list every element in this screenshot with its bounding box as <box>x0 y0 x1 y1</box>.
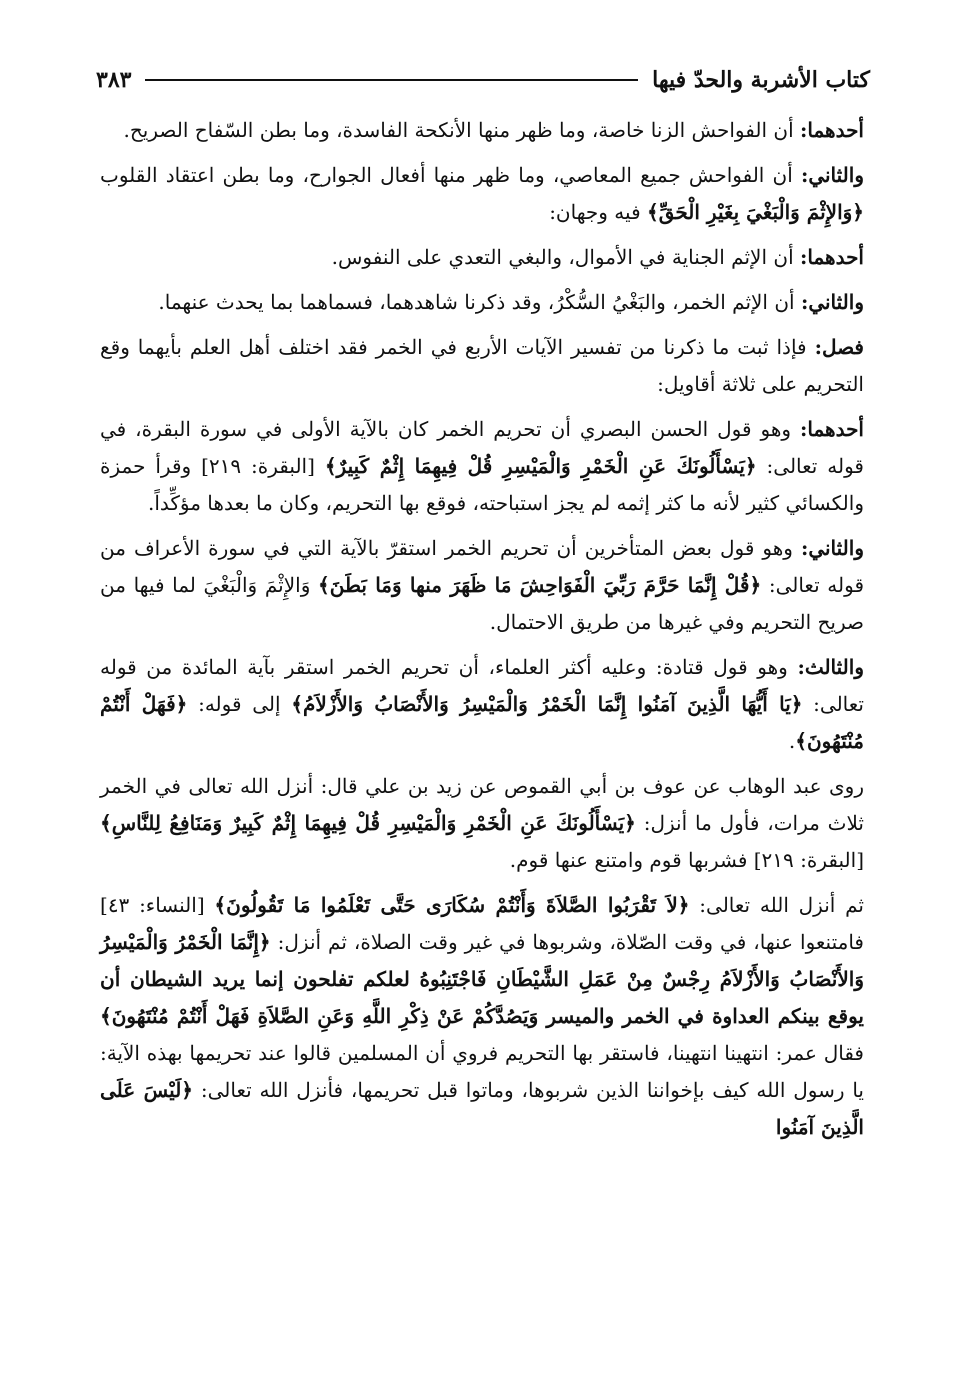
page-body <box>100 112 864 1154</box>
paragraph <box>100 157 864 231</box>
paragraph-lead: فصل: <box>814 335 864 359</box>
paragraph-text: ثم أنزل الله تعالى: <box>689 893 864 917</box>
paragraph-text: أن الفواحش جميع المعاصي، وما ظهر منها أفعال الجوارح، وما بطن اعتقاد القلوب <box>100 163 801 187</box>
quran-verse: ﴿لَيْسَ عَلَى الَّذِينَ آمَنُوا <box>100 1078 864 1139</box>
paragraph-text: أن الفواحش الزنا خاصة، وما ظهر منها الأنكحة الفاسدة، وما بطن السّفاح الصريح. <box>123 118 800 142</box>
paragraph-text: وهو قول الحسن البصري أن تحريم الخمر كان بالآية الأولى في سورة البقرة، في قوله تعالى: <box>100 417 864 478</box>
paragraph-lead: والثالث: <box>797 655 864 679</box>
quran-verse: ﴿قُلْ إِنَّمَا حَرَّمَ رَبِّيَ الْفَوَاحِشَ مَا ظَهَرَ منها وَمَا بَطَنَ﴾ <box>318 573 762 597</box>
paragraph <box>100 411 864 522</box>
paragraph-text: فقال عمر: انتهينا انتهينا، فاستقر بها التحريم فروي أن المسلمين قالوا عند تحريمها بهذه الآية: يا رسول الله كيف بإخواننا الذين شربوها، وماتوا قبل تحريمها، فأنزل الله تعالى: <box>100 1041 864 1102</box>
quran-verse: ﴿يَا أَيُّهَا الَّذِينَ آمَنُوا إِنَّمَا الْخَمْرُ وَالْمَيْسِرُ وَالأَنْصَابُ وَالأَزْلاَمُ﴾ <box>291 692 803 716</box>
paragraph <box>100 284 864 321</box>
paragraph <box>100 649 864 760</box>
paragraph-text: [البقرة: ٢١٩] وقرأ حمزة والكسائي كثير لأنه ما كثر إثمه لم يجز استباحته، فوقع بها التحريم، وكان ما بعدها مؤكِّداً. <box>100 454 864 515</box>
paragraph <box>100 239 864 276</box>
paragraph <box>100 112 864 149</box>
paragraph-text: أن الإثم الخمر، والبَغْيُ السُّكْرُ، وقد ذكرنا شاهدهما، فسماهما بما يحدث عنهما. <box>158 290 801 314</box>
quran-verse: ﴿فَهَلْ أَنْتُمْ مُنْتَهُونَ﴾ <box>100 692 864 753</box>
paragraph-text: وهو قول قتادة: وعليه أكثر العلماء، أن تحريم الخمر استقر بآية المائدة من قوله تعالى: <box>100 655 864 716</box>
quran-verse: ﴿لاَ تَقْرَبُوا الصَّلاَةَ وَأَنْتُمْ سُكَارَى حَتَّى تَعْلَمُوا مَا تَقُولُونَ﴾ <box>214 893 690 917</box>
paragraph-text: روى عبد الوهاب عن عوف بن أبي القموص عن زيد بن علي قال: أنزل الله تعالى في الخمر ثلاث مرات، فأول ما أنزل: <box>100 774 864 835</box>
quran-verse: ﴿يَسْأَلُونَكَ عَنِ الْخَمْرِ وَالْمَيْسِرِ قُلْ فِيهِمَا إِثْمٌ كَبِيرٌ﴾ <box>324 454 757 478</box>
paragraph-lead: والثاني: <box>800 536 864 560</box>
paragraph-text: أن الإثم الجناية في الأموال، والبغي التعدي على النفوس. <box>331 245 800 269</box>
paragraph-lead: أحدهما: <box>799 417 864 441</box>
quran-verse: ﴿يَسْأَلُونَكَ عَنِ الْخَمْرِ وَالْمَيْسِرِ قُلْ فِيهِمَا إِثْمٌ كَبِيرٌ وَمَنَافِعُ لِلنَّاسِ﴾ <box>100 811 636 835</box>
page-header <box>96 62 870 98</box>
paragraph <box>100 329 864 403</box>
paragraph-lead: أحدهما: <box>799 245 864 269</box>
paragraph-text: وَالإِثْمَ وَالْبَغْيَ لما فيها من صريح التحريم وفي غيرها من طريق الاحتمال. <box>100 573 864 634</box>
running-title: كتاب الأشربة والحدّ فيها <box>652 67 870 93</box>
paragraph-text: وهو قول بعض المتأخرين أن تحريم الخمر استقرّ بالآية التي في سورة الأعراف من قوله تعالى: <box>100 536 865 597</box>
paragraph-text: فيه وجهان: <box>549 200 647 224</box>
page-number: ٣٨٣ <box>96 67 132 93</box>
quran-verse: ﴿وَالإِثْمَ وَالْبَغْيَ بِغَيْرِ الْحَقِّ﴾ <box>646 200 864 224</box>
header-rule <box>145 79 638 81</box>
paragraph-text: [البقرة: ٢١٩] فشربها قوم وامتنع عنها قوم. <box>509 848 864 872</box>
paragraph-text: فإذا ثبت ما ذكرنا من تفسير الآيات الأربع في الخمر فقد اختلف أهل العلم بأيهما وقع التحريم على ثلاثة أقاويل: <box>100 335 864 396</box>
paragraph-lead: أحدهما: <box>799 118 864 142</box>
paragraph <box>100 530 864 641</box>
paragraph-text: إلى قوله: <box>187 692 292 716</box>
paragraph-text: . <box>788 729 796 753</box>
paragraph-lead: والثاني: <box>800 163 864 187</box>
paragraph <box>100 887 864 1146</box>
quran-verse: ﴿إِنَّمَا الْخَمْرُ وَالْمَيْسِرُ وَالأَنْصَابُ وَالأَزْلاَمُ رِجْسٌ مِنْ عَمَلِ الشَّيْطَانِ فَاجْتَنِبُوهُ لعلكم تفلحون إنما يريد الشيطان أن يوقع بينكم العداوة في الخمر والميسر وَيَصُدَّكُمْ عَنْ ذِكْرِ اللَّهِ وَعَنِ الصَّلاَةِ فَهَلْ أَنْتُمْ مُنْتَهُونَ﴾ <box>100 930 865 1028</box>
paragraph-lead: والثاني: <box>800 290 864 314</box>
paragraph <box>100 768 864 879</box>
paragraph-text: [النساء: ٤٣] فامتنعوا عنها، في وقت الصّلاة، وشربوها في غير وقت الصلاة، ثم أنزل: <box>100 893 864 954</box>
